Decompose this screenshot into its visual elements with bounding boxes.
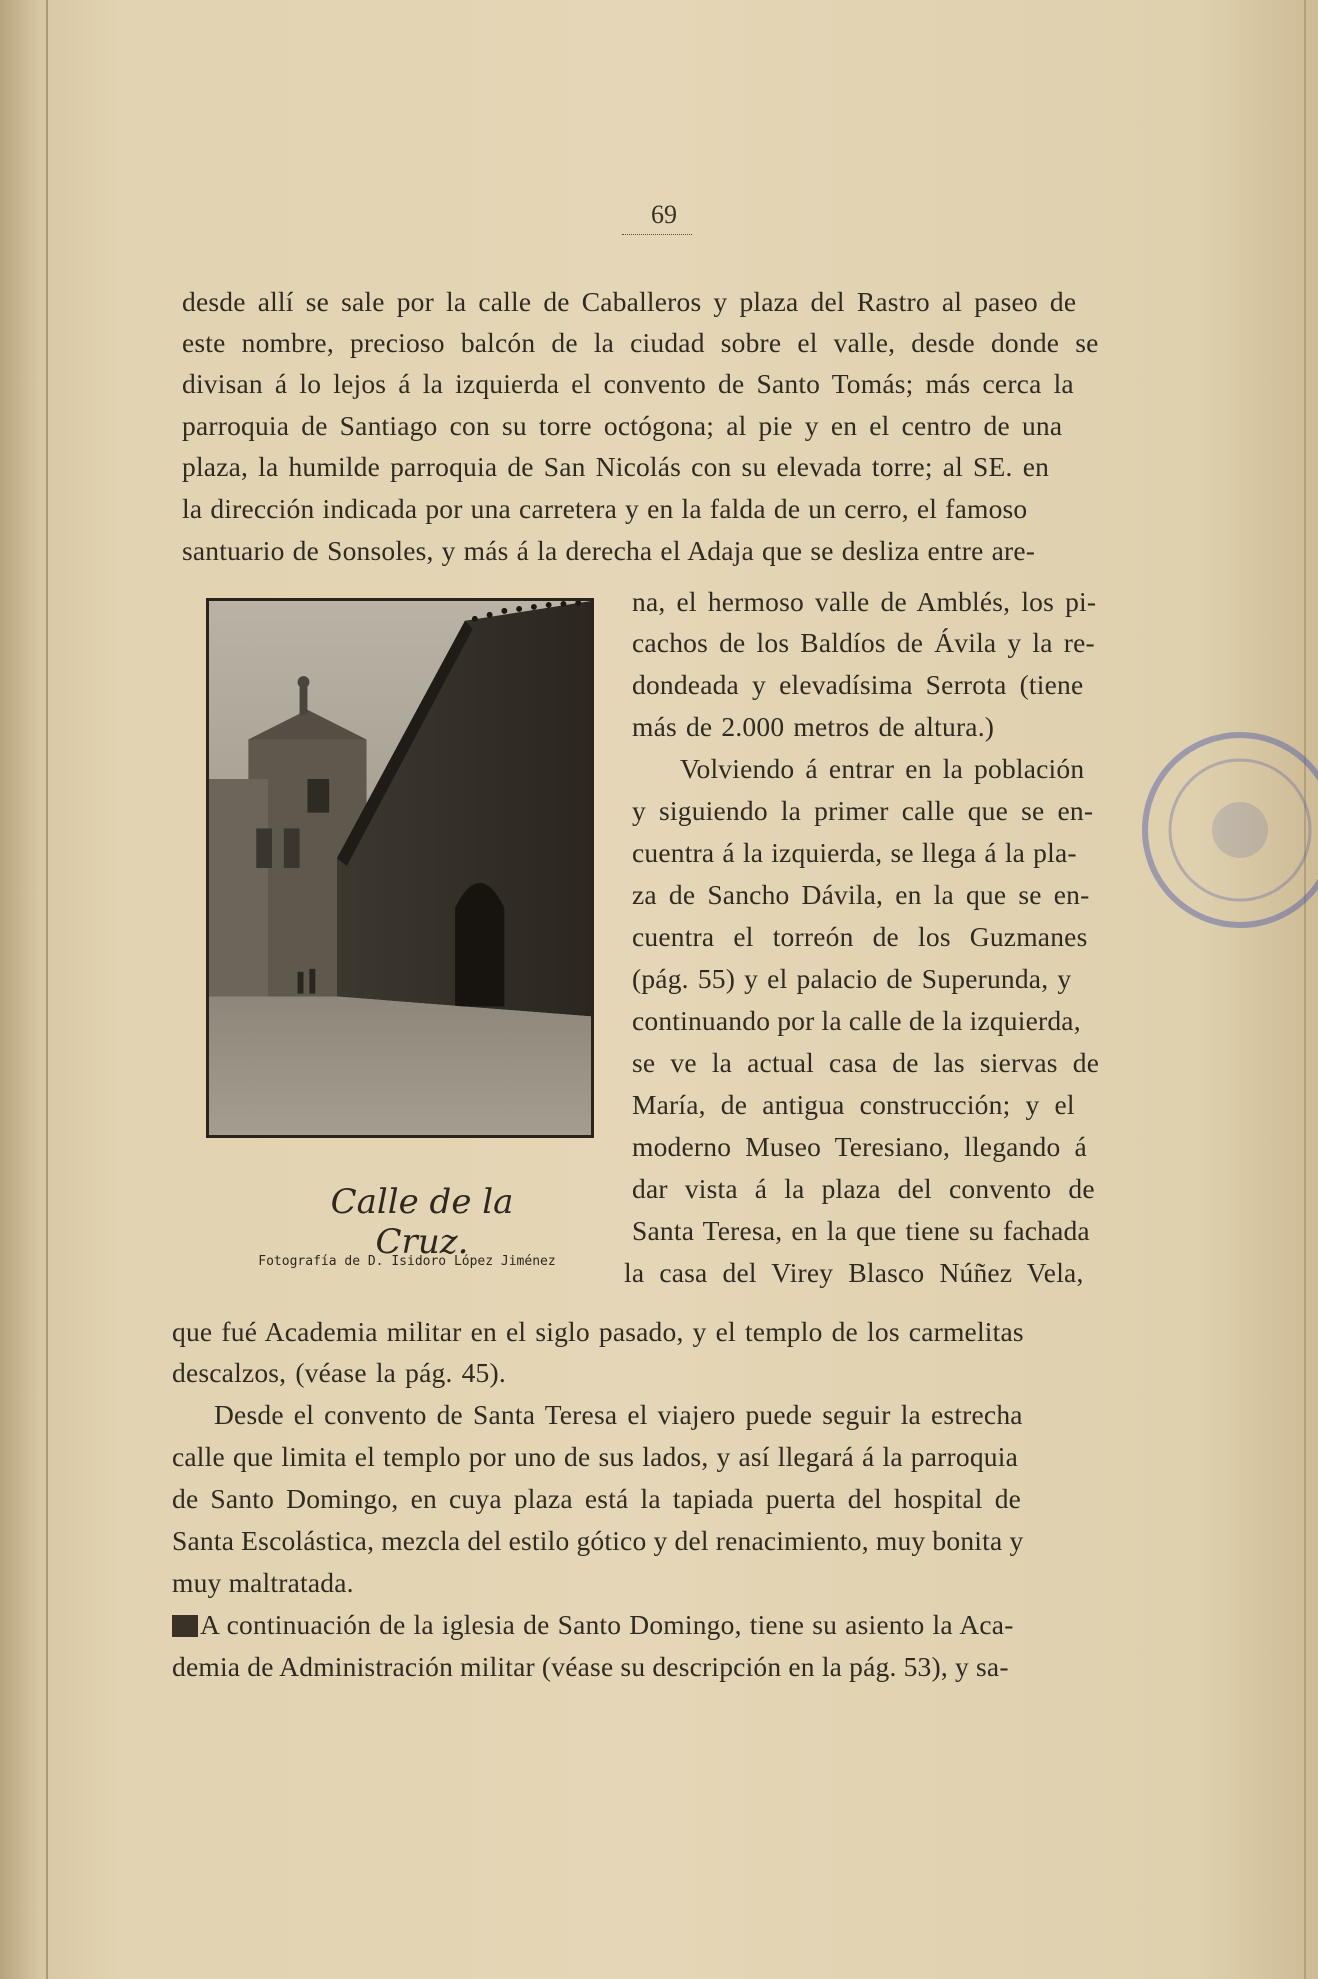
- text-line-content: A continuación de la iglesia de Santo Domingo, tiene su asiento la Aca-: [200, 1609, 1014, 1640]
- text-line: se ve la actual casa de las siervas de: [632, 1047, 1100, 1078]
- text-line: la dirección indicada por una carretera y en la falda de un cerro, el famoso: [182, 493, 1028, 524]
- page-number: 69: [651, 200, 677, 229]
- text-line: más de 2.000 metros de altura.): [632, 711, 995, 742]
- street-photograph: [206, 598, 594, 1138]
- text-line: na, el hermoso valle de Amblés, los pi-: [632, 586, 1097, 617]
- text-line: Volviendo á entrar en la población: [680, 753, 1085, 784]
- text-line: la casa del Virey Blasco Núñez Vela,: [624, 1257, 1084, 1288]
- photo-credit: Fotografía de D. Isidoro López Jiménez: [258, 1254, 556, 1269]
- text-line: santuario de Sonsoles, y más á la derecha el Adaja que se desliza entre are-: [182, 535, 1036, 566]
- text-line: este nombre, precioso balcón de la ciudad sobre el valle, desde donde se: [182, 327, 1099, 358]
- text-line: desde allí se sale por la calle de Caballeros y plaza del Rastro al paseo de: [182, 286, 1077, 317]
- text-line: (pág. 55) y el palacio de Superunda, y: [632, 963, 1072, 994]
- text-line: María, de antigua construcción; y el: [632, 1089, 1075, 1120]
- text-line: Santa Escolástica, mezcla del estilo gótico y del renacimiento, muy bonita y: [172, 1525, 1024, 1556]
- text-line: moderno Museo Teresiano, llegando á: [632, 1131, 1087, 1162]
- text-line: Santa Teresa, en la que tiene su fachada: [632, 1215, 1090, 1246]
- text-line: que fué Academia militar en el siglo pasado, y el templo de los carmelitas: [172, 1316, 1024, 1347]
- page-fold-shadow: [46, 0, 48, 1979]
- text-line: descalzos, (véase la pág. 45).: [172, 1357, 506, 1388]
- text-line: [172, 1608, 1014, 1642]
- figure-caption: Calle de la Cruz.: [330, 1182, 514, 1262]
- text-line: continuando por la calle de la izquierda,: [632, 1005, 1081, 1036]
- text-line: dar vista á la plaza del convento de: [632, 1173, 1095, 1204]
- library-stamp: [1130, 670, 1318, 990]
- text-line: calle que limita el templo por uno de sus lados, y así llegará á la parroquia: [172, 1441, 1018, 1472]
- page-number-rule: [622, 234, 692, 235]
- text-line: demia de Administración militar (véase su descripción en la pág. 53), y sa-: [172, 1651, 1009, 1682]
- text-line: cachos de los Baldíos de Ávila y la re-: [632, 627, 1095, 658]
- text-line: plaza, la humilde parroquia de San Nicolás con su elevada torre; al SE. en: [182, 451, 1050, 482]
- ornament-icon: [172, 1615, 198, 1637]
- text-line: cuentra el torreón de los Guzmanes: [632, 921, 1088, 952]
- text-line: cuentra á la izquierda, se llega á la pla-: [632, 837, 1077, 868]
- text-line: Desde el convento de Santa Teresa el viajero puede seguir la estrecha: [214, 1399, 1023, 1430]
- text-line: divisan á lo lejos á la izquierda el convento de Santo Tomás; más cerca la: [182, 368, 1074, 399]
- text-line: y siguiendo la primer calle que se en-: [632, 795, 1094, 826]
- page-edge-line: [1304, 0, 1306, 1979]
- text-line: za de Sancho Dávila, en la que se en-: [632, 879, 1090, 910]
- text-line: dondeada y elevadísima Serrota (tiene: [632, 669, 1084, 700]
- text-line: parroquia de Santiago con su torre octógona; al pie y en el centro de una: [182, 410, 1063, 441]
- text-line: muy maltratada.: [172, 1567, 354, 1598]
- text-line: de Santo Domingo, en cuya plaza está la tapiada puerta del hospital de: [172, 1483, 1022, 1514]
